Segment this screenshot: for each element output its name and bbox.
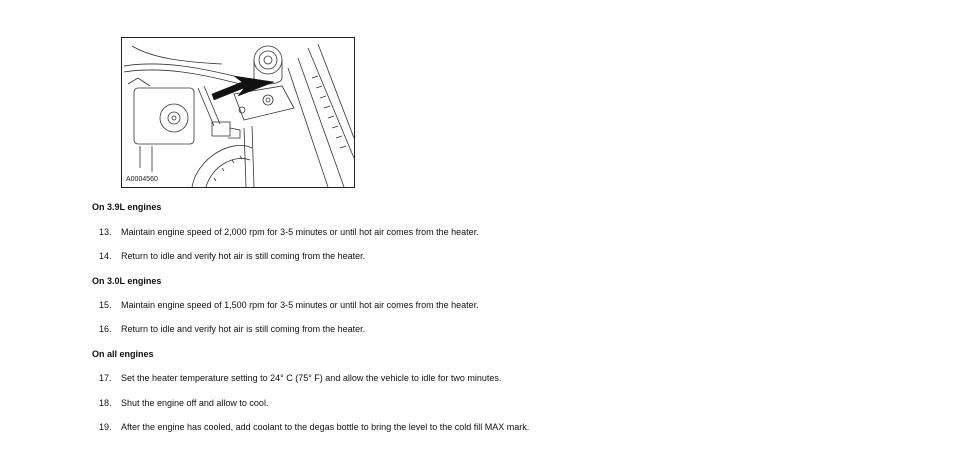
step-number: 19. [99,422,112,432]
step-number: 18. [99,398,112,408]
step-13 [99,227,479,237]
figure-id-label: A0004560 [126,176,158,183]
section-heading-3-0l: On 3.0L engines [92,276,162,286]
step-number: 16. [99,324,112,334]
step-18 [99,398,268,408]
step-text: Maintain engine speed of 1,500 rpm for 3-5 minutes or until hot air comes from the heater. [121,300,479,310]
section-heading-all-engines: On all engines [92,349,154,359]
step-text: Return to idle and verify hot air is still coming from the heater. [121,324,366,334]
step-text: Maintain engine speed of 2,000 rpm for 3-5 minutes or until hot air comes from the heater. [121,227,479,237]
step-14 [99,251,365,261]
section-heading-3-9l: On 3.9L engines [92,202,162,212]
step-text: Set the heater temperature setting to 24° C (75° F) and allow the vehicle to idle for two minutes. [121,373,502,383]
step-19 [99,422,529,432]
step-number: 13. [99,227,112,237]
step-number: 14. [99,251,112,261]
step-number: 17. [99,373,112,383]
step-text: After the engine has cooled, add coolant to the degas bottle to bring the level to the cold fill MAX mark. [121,422,530,432]
engine-diagram-figure [121,37,355,188]
step-17 [99,373,501,383]
step-16 [99,324,365,334]
engine-compartment-illustration [122,38,354,187]
step-15 [99,300,479,310]
step-text: Shut the engine off and allow to cool. [121,398,269,408]
step-number: 15. [99,300,112,310]
step-text: Return to idle and verify hot air is still coming from the heater. [121,251,366,261]
